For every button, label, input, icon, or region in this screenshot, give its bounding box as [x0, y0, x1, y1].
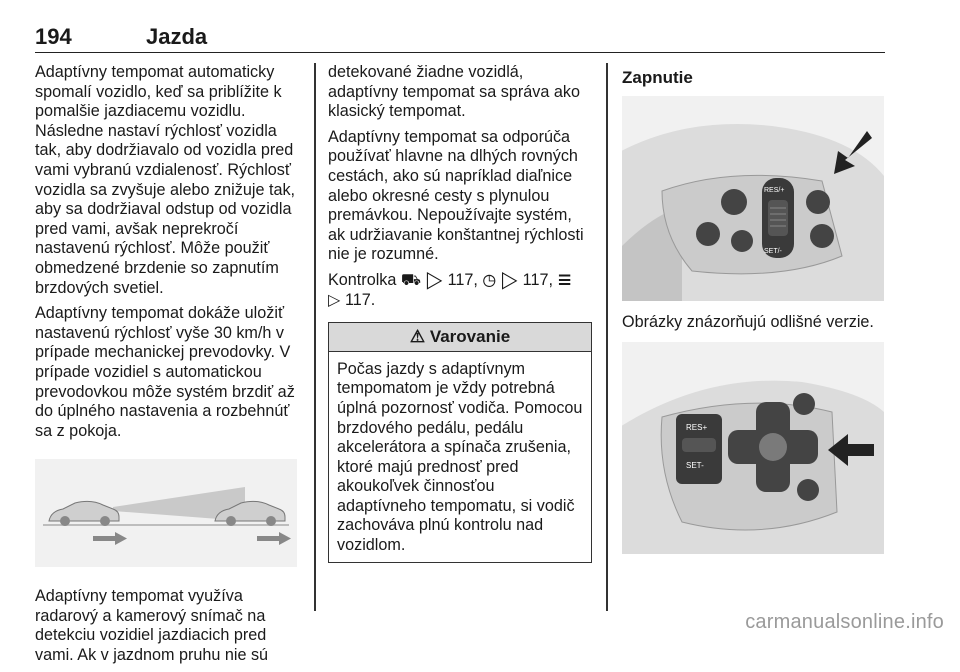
page-ref-arrow-icon: ▷: [500, 270, 519, 289]
page-number: 194: [35, 24, 72, 49]
direction-arrow-icon: [257, 532, 291, 545]
column-2: [328, 63, 592, 563]
figure-caption: Obrázky znázorňujú odlišné verzie.: [622, 312, 874, 331]
page-ref-arrow-icon: ▷: [425, 270, 444, 289]
page-ref[interactable]: 117,: [447, 270, 478, 289]
cruise-on-button[interactable]: [721, 189, 747, 215]
res-label: RES+: [686, 423, 708, 433]
warning-box: [328, 322, 592, 563]
paragraph: detekované žiadne vozidlá, adaptívny tempomat sa správa ako klasický tempomat.: [328, 63, 580, 121]
page-ref[interactable]: 117,: [522, 270, 553, 289]
page-ref[interactable]: 117.: [344, 290, 376, 309]
reference-label: Kontrolka: [328, 270, 397, 289]
direction-arrow-icon: [93, 532, 127, 545]
paragraph: Adaptívny tempomat automaticky spomalí vozidlo, keď sa priblížite k pomalšie jazdiacemu vozidlu. Následne nastaví rýchlosť vozidla tak, aby dodržiavalo od vozidla pred vami vybranú vzdialenosť. Rýchlosť vozidla sa zvyšuje alebo znižuje tak, aby sa dodržiaval odstup od vozidla pred vami, avšak neprekročí nastavenú rýchlosť. Môže použiť obmedzené brzdenie so zapnutím brzdových svetiel.: [35, 63, 296, 297]
paragraph: Adaptívny tempomat sa odporúča používať hlavne na dlhých rovných cestách, ako sú napríklad diaľnice alebo okresné cesty s plynulou premávkou. Nepoužívajte systém, ak udržiavanie konštantnej rýchlosti nie je rozumné.: [328, 127, 584, 264]
column-1: [35, 63, 297, 672]
res-label: RES/+: [764, 186, 785, 194]
distance-button[interactable]: [806, 190, 830, 214]
speed-rocker-switch[interactable]: [682, 438, 716, 452]
cruise-cancel-button[interactable]: [696, 222, 720, 246]
car-indicator-icon: ⛟: [400, 270, 422, 289]
paragraph: Adaptívny tempomat dokáže uložiť nastavenú rýchlosť vyše 30 km/h v prípade mechanickej prevodovky. V prípade vozidiel s automatickou prevodovkou môže systém brzdiť až do úplného nastavenia a rozbehnúť sa z pokoja.: [35, 304, 295, 440]
warning-title: Varovanie: [429, 327, 511, 347]
watermark: carmanualsonline.info: [745, 611, 944, 633]
distance-indicator-icon: ☰: [557, 270, 572, 289]
section-title: Jazda: [146, 24, 208, 49]
warning-triangle-icon: ⚠: [409, 327, 426, 347]
page-ref-arrow-icon: ▷: [328, 290, 341, 309]
set-label: SET-: [686, 461, 704, 471]
column-divider: [606, 63, 608, 611]
indicator-reference: [328, 271, 592, 310]
speed-rocker-switch[interactable]: [768, 200, 788, 236]
rear-car-icon: [49, 502, 119, 527]
steering-wheel-controls-figure: [622, 96, 884, 301]
page-header: [35, 22, 885, 53]
steering-wheel-controls-figure-alt: [622, 342, 884, 554]
follow-alert-button[interactable]: [810, 224, 834, 248]
column-3: [622, 63, 886, 554]
distance-button[interactable]: [793, 393, 815, 415]
warning-text: Počas jazdy s adaptívnym tempomatom je vždy potrebná úplná pozornosť vodiča. Pomocou brzdového pedálu, pedálu akcelerátora a spínača zrušenia, ktoré majú prednosť pred akoukoľvek činnosťou adaptívneho tempomatu, si vodič zachováva plnú kontrolu nad vozidlom.: [337, 359, 583, 555]
cruise-indicator-icon: ◷: [482, 270, 497, 289]
acc-distance-illustration: [35, 459, 297, 567]
warning-header: [329, 323, 591, 352]
set-label: SET/-: [764, 247, 782, 255]
column-divider: [314, 63, 316, 611]
paragraph: Adaptívny tempomat využíva radarový a kamerový snímač na detekciu vozidiel jazdiacich pred vami. Ak v jazdnom pruhu nie sú: [35, 587, 269, 665]
limiter-button[interactable]: [797, 479, 819, 501]
subsection-title: Zapnutie: [622, 68, 693, 87]
limiter-button[interactable]: [731, 230, 753, 252]
